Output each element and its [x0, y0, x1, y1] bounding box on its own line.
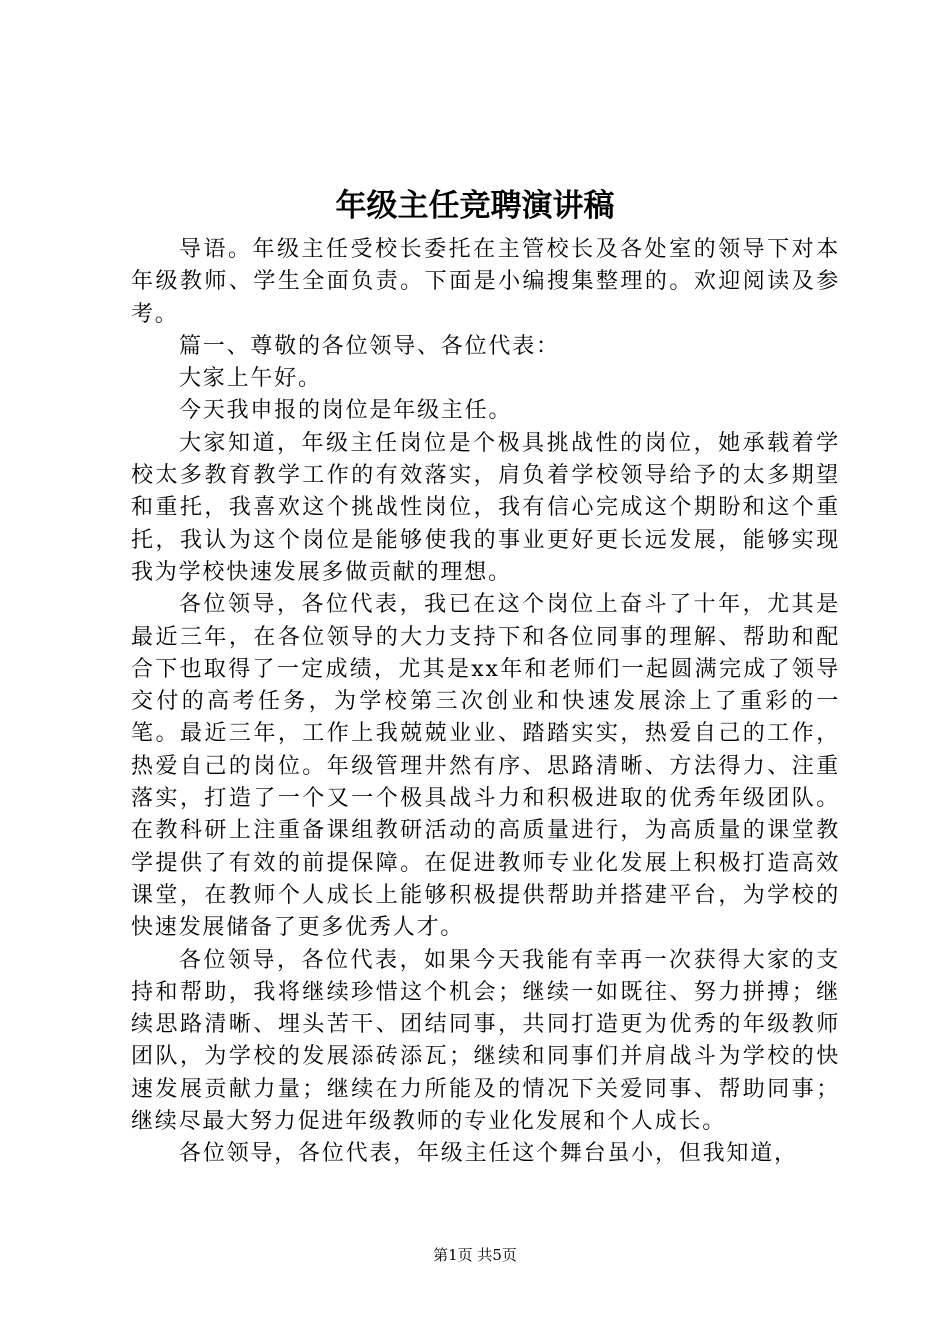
- paragraph-intro: 导语。年级主任受校长委托在主管校长及各处室的领导下对本年级教师、学生全面负责。下面是小编搜集整理的。欢迎阅读及参考。: [131, 237, 840, 327]
- paragraph-position: 今天我申报的岗位是年级主任。: [179, 398, 513, 424]
- paragraph-commitment: 各位领导，各位代表，如果今天我能有幸再一次获得大家的支持和帮助，我将继续珍惜这个机会；继续一如既往、努力拼搏；继续思路清晰、埋头苦干、团结同事，共同打造更为优秀的年级教师团队，为学校的发展添砖添瓦；继续和同事们并肩战斗为学校的快速发展贡献力量；继续在力所能及的情况下关爱同事、帮助同事；继续尽最大努力促进年级教师的专业化发展和个人成长。: [131, 947, 840, 1135]
- paragraph-greeting: 大家上午好。: [179, 366, 322, 392]
- paragraph-challenge: 大家知道，年级主任岗位是个极具挑战性的岗位，她承载着学校太多教育教学工作的有效落实，肩负着学校领导给予的太多期望和重托，我喜欢这个挑战性岗位，我有信心完成这个期盼和这个重托，我认为这个岗位是能够使我的事业更好更长远发展，能够实现我为学校快速发展多做贡献的理想。: [131, 430, 840, 585]
- paragraph-closing: 各位领导，各位代表，年级主任这个舞台虽小，但我知道，: [179, 1141, 798, 1167]
- document-body: [131, 234, 840, 1171]
- document-title: 年级主任竞聘演讲稿: [335, 188, 615, 224]
- paragraph-salutation: 篇一、尊敬的各位领导、各位代表：: [179, 333, 560, 359]
- page-number: 第1页 共5页: [433, 1246, 517, 1264]
- paragraph-achievements: 各位领导，各位代表，我已在这个岗位上奋斗了十年，尤其是最近三年，在各位领导的大力支持下和各位同事的理解、帮助和配合下也取得了一定成绩，尤其是xx年和老师们一起圆满完成了领导交付的高考任务，为学校第三次创业和快速发展涂上了重彩的一笔。最近三年，工作上我兢兢业业、踏踏实实，热爱自己的工作，热爱自己的岗位。年级管理井然有序、思路清晰、方法得力、注重落实，打造了一个又一个极具战斗力和积极进取的优秀年级团队。在教科研上注重备课组教研活动的高质量进行，为高质量的课堂教学提供了有效的前提保障。在促进教师专业化发展上积极打造高效课堂，在教师个人成长上能够积极提供帮助并搭建平台，为学校的快速发展储备了更多优秀人才。: [131, 592, 840, 941]
